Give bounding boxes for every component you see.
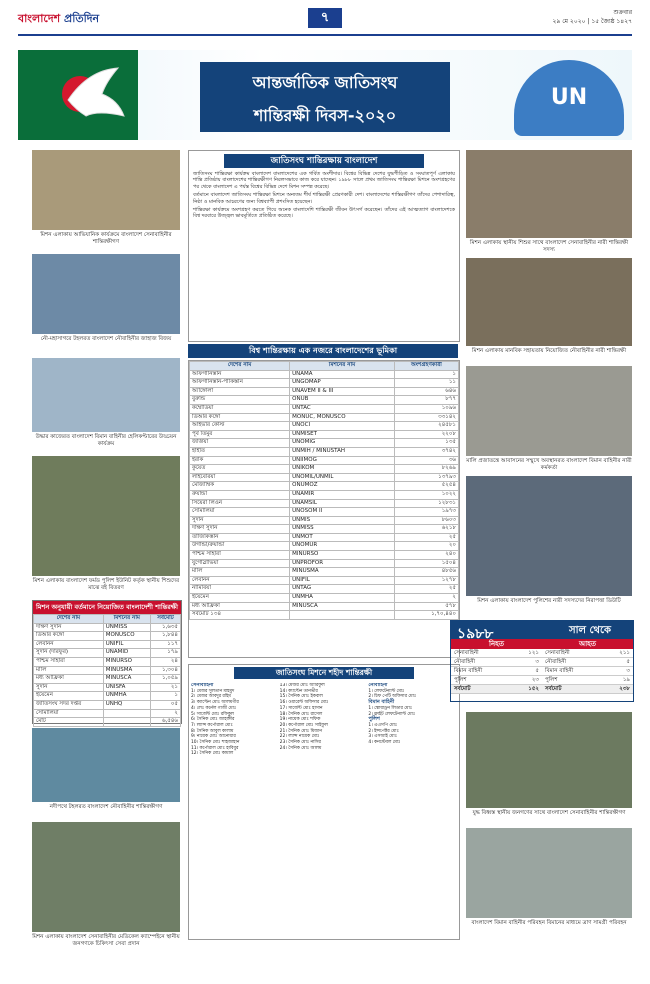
table-row xyxy=(190,499,459,508)
deploy-header-cell: সর্বমোট xyxy=(150,615,180,624)
article-paragraph: জাতিসংঘ শান্তিরক্ষা কার্যক্রম বাংলাদেশ বাংলাদেশের এক গর্বিত অংশীদার। বিশ্বের বিভিন্ন দেশের যুদ্ধপীড়িত ও সংঘাতপূর্ণ এলাকায় শান্তি প্রতিষ্ঠায় বাংলাদেশের শান্তিরক্ষীগণ নিরলসভাবে কাজ করে যাচ্ছেন। ১৯৮৮ সালে প্রথম জাতিসংঘ শান্তিরক্ষা মিশনে অংশগ্রহণের পর থেকে বাংলাদেশ এ পর্যন্ত বিশ্বের বিভিন্ন দেশে মিশন সম্পন্ন করেছে। xyxy=(193,171,455,190)
casualty-heading: নিহত xyxy=(451,639,542,649)
martyr-name: 24। সৈনিক মোঃ আলম xyxy=(279,745,322,751)
table-cell: ১২৮৩১ xyxy=(394,499,458,508)
table-row xyxy=(190,404,459,413)
casualty-label: সেনাবাহিনী xyxy=(454,650,479,656)
table-row xyxy=(190,490,459,499)
table-cell: ২৪ xyxy=(150,657,180,666)
photo-river-patrol xyxy=(32,728,180,802)
table-cell: ২৫ xyxy=(394,533,458,542)
table-cell: ১৩৭৯৩ xyxy=(394,473,458,482)
table-cell: UNHQ xyxy=(103,700,150,709)
table-cell: ১১৭ xyxy=(150,640,180,649)
table-cell: ১০৯৬ xyxy=(394,404,458,413)
table-row xyxy=(34,675,181,684)
table-cell: UNIFIL xyxy=(290,576,395,585)
martyr-category: বিমান বাহিনী xyxy=(368,699,395,706)
table-row xyxy=(34,700,181,709)
table-row xyxy=(190,413,459,422)
table-cell: ২০ xyxy=(394,542,458,551)
martyr-name: 10। সৈনিক মোঃ শাহজাহান xyxy=(191,740,240,746)
table-cell: ১৫০৪ xyxy=(394,559,458,568)
photo-local-people xyxy=(466,712,632,808)
table-cell: ইয়েমেন xyxy=(190,594,290,603)
casualty-heading: আহত xyxy=(542,639,633,649)
table-cell: UNAMIR xyxy=(290,490,395,499)
table-cell: ইরাক xyxy=(190,456,290,465)
table-cell: আফগানিস্তান xyxy=(190,370,290,379)
casualty-value: ২৩ xyxy=(531,677,539,683)
table-cell: দক্ষিণ সুদান xyxy=(34,623,104,632)
table-cell: মালি xyxy=(190,568,290,577)
table-cell: কম্বোডিয়া xyxy=(190,404,290,413)
table-cell: মোজাম্বিক xyxy=(190,482,290,491)
martyr-name: 9। নায়েক মোঃ আনোয়ার xyxy=(191,734,236,740)
role-heading: বিশ্ব শান্তিরক্ষায় এক নজরে বাংলাদেশের ভূমিকা xyxy=(188,344,458,358)
martyr-name: 1। স্কোয়াড্রন লিডার মোঃ xyxy=(368,705,413,711)
role-header-cell: অংশগ্রহণকারী xyxy=(394,362,458,371)
table-row xyxy=(190,585,459,594)
table-cell: ১৯৭৩ xyxy=(394,508,458,517)
casualty-row xyxy=(542,649,633,658)
casualties-header xyxy=(451,621,633,642)
table-cell: ১৭৯ xyxy=(150,649,180,658)
martyr-name: 16। ওয়ারেন্ট অফিসার মোঃ xyxy=(279,700,329,706)
table-row xyxy=(34,623,181,632)
martyr-name: 1। এএসপি মোঃ xyxy=(368,722,398,728)
martyr-name: 4। লেঃ কর্নেল গাজী মোঃ xyxy=(191,705,237,711)
casualty-label: সর্বমোট xyxy=(454,686,471,692)
table-cell: সিয়েরা লিওন xyxy=(190,499,290,508)
table-row xyxy=(34,709,181,718)
header-rule xyxy=(18,34,632,36)
table-row xyxy=(190,465,459,474)
casualty-label: নৌবাহিনী xyxy=(454,659,476,665)
table-cell xyxy=(103,709,150,718)
table-cell: রুয়ান্ডা xyxy=(190,490,290,499)
table-cell: UNOCI xyxy=(290,422,395,431)
casualty-label: পুলিশ xyxy=(454,677,467,683)
martyr-name: 20। কর্পোরাল মোঃ সাইফুল xyxy=(279,722,328,728)
deployment-table xyxy=(32,600,182,724)
table-row xyxy=(190,430,459,439)
table-cell: ৩৩১৪২ xyxy=(394,413,458,422)
table-cell: MONUC, MONUSCO xyxy=(290,413,395,422)
table-row xyxy=(190,473,459,482)
table-cell: UNOMUR xyxy=(290,542,395,551)
since-label: সাল থেকে xyxy=(569,625,611,636)
photo-caption: মিশন এলাকায় বাংলাদেশ ফর্মড পুলিশ ইউনিট কর্তৃক স্থানীয় শিশুদের মাঝে বই বিতরণ xyxy=(32,578,180,591)
martyr-name: 2। ইন্সপেক্টর মোঃ xyxy=(368,728,399,734)
table-row xyxy=(190,516,459,525)
table-cell: ৫২৫৪ xyxy=(394,482,458,491)
table-cell: ১,৮৪৪ xyxy=(150,632,180,641)
casualties-box xyxy=(450,620,634,702)
photo-helicopter xyxy=(32,358,180,432)
table-cell: সর্বমোট ১৩৪ xyxy=(190,611,290,620)
table-cell: ডিআর কঙ্গো xyxy=(190,413,290,422)
table-cell: তাজিকিস্তান xyxy=(190,533,290,542)
table-cell: UNISFA xyxy=(103,683,150,692)
martyr-name: 11। কর্পোরাল মোঃ হাবিবুর xyxy=(191,745,239,751)
martyr-name: 15। সৈনিক মোঃ ইকবাল xyxy=(279,694,323,700)
martyr-name: 2। ফ্লাইট লেফটেন্যান্ট মোঃ xyxy=(368,711,416,717)
table-cell: MINURSO xyxy=(290,551,395,560)
table-cell: UNMISS xyxy=(290,525,395,534)
table-cell: বুরুন্ডি xyxy=(190,396,290,405)
casualty-value: ১২১ xyxy=(528,650,539,656)
table-cell: ৪৮৫৬ xyxy=(394,568,458,577)
table-cell: UNMIH / MINUSTAH xyxy=(290,447,395,456)
table-cell: সোমালিয়া xyxy=(34,709,104,718)
table-cell: লাইবেরিয়া xyxy=(190,473,290,482)
martyr-name: 1। লেফটেন্যান্ট মোঃ xyxy=(368,688,405,694)
photo-police-women xyxy=(466,476,632,596)
table-cell: UNMOT xyxy=(290,533,395,542)
photo-caption: উদ্ধার কাজেরত বাংলাদেশ বিমান বাহিনীর হেলিকপ্টারের উড্ডয়ন কার্যক্রম xyxy=(35,434,177,447)
role-grid xyxy=(189,361,459,620)
table-row xyxy=(190,576,459,585)
table-row xyxy=(190,387,459,396)
role-header-cell: মিশনের নাম xyxy=(290,362,395,371)
casualty-value: ৫ xyxy=(535,668,539,674)
table-row xyxy=(190,568,459,577)
table-cell: UNAMID xyxy=(103,649,150,658)
table-cell: ৩৬ xyxy=(394,456,458,465)
wounded-table xyxy=(542,639,633,694)
casualty-row xyxy=(451,685,542,694)
article-heading: জাতিসংঘ শান্তিরক্ষায় বাংলাদেশ xyxy=(224,154,424,168)
page-number: ৭ xyxy=(308,8,342,28)
photo-caption: নদীপথে টহলরত বাংলাদেশ নৌবাহিনীর শান্তিরক্ষীগণ xyxy=(49,804,163,810)
table-row xyxy=(34,718,181,727)
casualty-label: বিমান বাহিনী xyxy=(454,668,483,674)
page-header xyxy=(18,8,632,34)
table-cell: ৬৪৬ xyxy=(394,387,458,396)
table-cell: ONUB xyxy=(290,396,395,405)
table-cell: ২৪০ xyxy=(394,551,458,560)
table-row xyxy=(190,551,459,560)
martyr-name: 6। সৈনিক মোঃ জাহাঙ্গীর xyxy=(191,717,235,723)
martyr-category: পুলিশ xyxy=(368,716,380,723)
table-cell: UNIFIL xyxy=(103,640,150,649)
martyr-name: 3। ক্যাপ্টেন মোঃ আলমগীর xyxy=(191,700,239,706)
table-cell: UNTAG xyxy=(290,585,395,594)
table-cell: ২ xyxy=(394,594,458,603)
martyr-name: 4। কনস্টেবল মোঃ xyxy=(368,740,401,746)
table-cell: UNAMA xyxy=(290,370,395,379)
martyr-name: 13। মেজর মোঃ আরিফুল xyxy=(279,683,325,688)
banner xyxy=(18,50,632,140)
table-cell: UNOSOM II xyxy=(290,508,395,517)
un-helmet: UN xyxy=(514,60,624,136)
table-cell: ডিআর কঙ্গো xyxy=(34,632,104,641)
photo-medical-camp xyxy=(32,822,180,932)
table-cell xyxy=(290,611,395,620)
banner-title: আন্তর্জাতিক জাতিসংঘ শান্তিরক্ষী দিবস-২০২০ xyxy=(200,62,450,132)
killed-table xyxy=(451,639,542,694)
table-cell: পশ্চিম সাহারা xyxy=(34,657,104,666)
table-row xyxy=(34,666,181,675)
table-cell: ONUMOZ xyxy=(290,482,395,491)
table-cell: UNIIMOG xyxy=(290,456,395,465)
table-cell: MONUSCO xyxy=(103,632,150,641)
photo-caption: যুদ্ধ বিধ্বস্ত স্থানীয় জনগণের সাথে বাংলাদেশ সেনাবাহিনীর শান্তিরক্ষীগণ xyxy=(472,810,626,816)
table-cell: ১ xyxy=(394,370,458,379)
article xyxy=(188,150,460,342)
table-cell: ২১ xyxy=(150,683,180,692)
martyr-category: নৌবাহিনী xyxy=(368,683,388,688)
table-cell: UNMISET xyxy=(290,430,395,439)
martyr-name: 23। সৈনিক মোঃ নাসির xyxy=(279,740,321,746)
table-row xyxy=(190,439,459,448)
table-row xyxy=(34,632,181,641)
deploy-header-cell: দেশের নাম xyxy=(34,615,104,624)
casualty-value: ৫ xyxy=(626,659,630,665)
table-cell: আফগানিস্তান-পাকিস্তান xyxy=(190,379,290,388)
table-cell: মধ্য আফ্রিকা xyxy=(34,675,104,684)
martyrs-heading: জাতিসংঘ মিশনে শহীদ শান্তিরক্ষী xyxy=(234,667,414,679)
table-row xyxy=(190,422,459,431)
masthead: বাংলাদেশ প্রতিদিন xyxy=(18,12,100,25)
casualty-label: সেনাবাহিনী xyxy=(545,650,570,656)
table-cell: ১,০৫৯ xyxy=(150,675,180,684)
casualty-row xyxy=(542,667,633,676)
table-cell: UNOMIG xyxy=(290,439,395,448)
table-cell: ৮৬০৩ xyxy=(394,516,458,525)
table-cell: UNMIS xyxy=(290,516,395,525)
martyr-name: 19। নায়েক মোঃ শফিক xyxy=(279,717,321,723)
table-cell: UNMISS xyxy=(103,623,150,632)
casualty-row xyxy=(542,685,633,694)
table-cell: ১০২২ xyxy=(394,490,458,499)
table-cell: দক্ষিণ সুদান xyxy=(190,525,290,534)
table-cell: UNOMIL/UNMIL xyxy=(290,473,395,482)
deploy-header-cell: মিশনের নাম xyxy=(103,615,150,624)
table-cell: সুদান xyxy=(34,683,104,692)
table-cell: জর্জিয়া xyxy=(190,439,290,448)
table-cell: কুয়েত xyxy=(190,465,290,474)
role-header-cell: দেশের নাম xyxy=(190,362,290,371)
table-cell: সোমালিয়া xyxy=(190,508,290,517)
martyr-name: 18। সৈনিক মোঃ রাসেল xyxy=(279,711,323,717)
dove-icon xyxy=(58,60,130,130)
martyr-name: 1। মেজর সুলতান মাহমুদ xyxy=(191,688,235,694)
casualty-row xyxy=(451,658,542,667)
table-row xyxy=(190,525,459,534)
table-cell: UNGOMAP xyxy=(290,379,395,388)
table-cell: ২ xyxy=(150,709,180,718)
photo-caption: মিশন এলাকায় বাংলাদেশ পুলিশের নারী সদস্যদের নিরাপত্তা ডিউটি xyxy=(477,598,621,604)
photo-transport-plane xyxy=(466,828,632,918)
photo-caption: নৌ-মহাসাগরে টহলরত বাংলাদেশ নৌবাহিনীর জাহাজ বিজয় xyxy=(40,336,172,342)
martyr-name: 21। সৈনিক মোঃ মিজান xyxy=(279,728,322,734)
table-cell xyxy=(103,718,150,727)
table-cell: হাইতি xyxy=(190,447,290,456)
table-row xyxy=(34,649,181,658)
table-cell: সুদান (দারফুর) xyxy=(34,649,104,658)
table-cell: নামিবিয়া xyxy=(190,585,290,594)
casualty-label: নৌবাহিনী xyxy=(545,659,567,665)
photo-navy-ship xyxy=(32,254,180,334)
martyr-name: 14। ক্যাপ্টেন তানভীর xyxy=(279,688,318,694)
table-cell: MINUSMA xyxy=(103,666,150,675)
martyr-name: 5। সার্জেন্ট মোঃ রফিকুল xyxy=(191,711,234,717)
table-row xyxy=(190,611,459,620)
table-cell: লেবানন xyxy=(34,640,104,649)
table-cell: ১৩৫ xyxy=(394,439,458,448)
table-cell: ২৪৫৮১ xyxy=(394,422,458,431)
casualty-row xyxy=(451,667,542,676)
casualty-label: সর্বমোট xyxy=(545,686,562,692)
photo-navy-women xyxy=(466,258,632,346)
table-row xyxy=(190,508,459,517)
table-row xyxy=(190,456,459,465)
martyr-name: 22। ল্যান্স নায়েক মোঃ xyxy=(279,734,320,740)
casualty-row xyxy=(451,649,542,658)
table-row xyxy=(190,447,459,456)
role-table xyxy=(188,360,460,658)
table-row xyxy=(190,559,459,568)
casualty-row xyxy=(542,658,633,667)
table-cell: ১,৬৩৫ xyxy=(150,623,180,632)
table-cell: ২২০৮ xyxy=(394,430,458,439)
table-cell: MINUSMA xyxy=(290,568,395,577)
photo-woman-child xyxy=(466,150,632,238)
table-cell: ০৫ xyxy=(150,700,180,709)
table-cell: UNTAC xyxy=(290,404,395,413)
martyr-name: 2। চিফ পেটি অফিসার মোঃ xyxy=(368,694,417,700)
table-cell: লেবানন xyxy=(190,576,290,585)
table-row xyxy=(190,602,459,611)
table-cell: UNMHA xyxy=(103,692,150,701)
photo-caption: মিশন এলাকায় বাংলাদেশ সেনাবাহিনীর মেডিকেল ক্যাম্পেইনে স্থানীয় জনগণকে চিকিৎসা সেবা প্রদান xyxy=(32,934,180,947)
table-cell: পশ্চিম সাহারা xyxy=(190,551,290,560)
table-cell: ৬,৫৪৬ xyxy=(150,718,180,727)
table-cell: UNIKOM xyxy=(290,465,395,474)
table-cell: UNAMSIL xyxy=(290,499,395,508)
martyrs-col-army xyxy=(191,683,280,757)
table-cell: আইভরি কোস্ট xyxy=(190,422,290,431)
table-row xyxy=(190,533,459,542)
deployment-grid xyxy=(33,614,181,727)
table-cell: ১১ xyxy=(394,379,458,388)
table-cell: ইয়েমেন xyxy=(34,692,104,701)
since-year: ১৯৮৮ xyxy=(457,626,494,642)
table-row xyxy=(190,482,459,491)
table-cell: ৮৭৭ xyxy=(394,396,458,405)
table-cell: MINURSO xyxy=(103,657,150,666)
photo-caption: বাংলাদেশ বিমান বাহিনীর পরিবহন বিমানের মাধ্যমে ত্রাণ সামগ্রী পরিবহন xyxy=(471,920,627,926)
table-cell: মধ্য আফ্রিকা xyxy=(190,602,290,611)
photo-airforce-women xyxy=(466,366,632,456)
table-row xyxy=(34,657,181,666)
martyr-name: 12। সৈনিক মোঃ কামাল xyxy=(191,751,234,757)
table-row xyxy=(190,379,459,388)
martyr-category: সেনাবাহিনী xyxy=(191,683,214,688)
table-cell: UNAVEM II & III xyxy=(290,387,395,396)
table-cell: মালি xyxy=(34,666,104,675)
table-cell: ১,৭০,৪৪০ xyxy=(394,611,458,620)
martyr-name: 7। ল্যান্স কর্পোরাল মোঃ xyxy=(191,722,233,728)
casualty-label: পুলিশ xyxy=(545,677,558,683)
table-cell: জাতিসংঘ সদর দপ্তর xyxy=(34,700,104,709)
table-row xyxy=(190,542,459,551)
photo-caption: মিশন এলাকায় মানবিক সহায়তায় নিয়োজিত নৌবাহিনীর নারী শান্তিরক্ষী xyxy=(471,348,627,354)
casualty-value: ১৫২ xyxy=(528,686,539,692)
photo-caption: মালি প্রজাতন্ত্রে আবাসনের সম্মুখে অবস্থানরত বাংলাদেশ বিমান বাহিনীর নারী কর্মকর্তা xyxy=(466,458,632,471)
table-cell: MINUSCA xyxy=(103,675,150,684)
issue-date: শুক্রবার ২৯ মে ২০২০ | ১৫ জ্যৈষ্ঠ ১৪২৭ xyxy=(552,9,632,25)
table-row xyxy=(34,640,181,649)
table-cell: অ্যাঙ্গোলা xyxy=(190,387,290,396)
table-cell: যুগোস্লাভিয়া xyxy=(190,559,290,568)
casualty-value: ২৩৮ xyxy=(619,686,630,692)
casualty-row xyxy=(542,676,633,685)
martyrs-section xyxy=(188,664,460,940)
photo-caption: মিশন এলাকায় স্থানীয় শিশুর সাথে বাংলাদেশ সেনাবাহিনীর নারী শান্তিরক্ষী সদস্য xyxy=(469,240,629,253)
table-cell: MINUSCA xyxy=(290,602,395,611)
table-cell: UNMHA xyxy=(290,594,395,603)
casualty-label: বিমান বাহিনী xyxy=(545,668,574,674)
table-cell: ৩৭৪২ xyxy=(394,447,458,456)
casualty-value: ৩ xyxy=(626,668,630,674)
table-row xyxy=(34,683,181,692)
table-cell: ৬২১৮ xyxy=(394,525,458,534)
table-cell: ৮২৬৯ xyxy=(394,465,458,474)
photo-armored-vehicle xyxy=(32,150,180,230)
article-paragraph: বর্তমানে বাংলাদেশ জাতিসংঘ শান্তিরক্ষা মিশনে অন্যতম শীর্ষ শান্তিরক্ষী প্রেরণকারী দেশ। বাংলাদেশের শান্তিরক্ষীগণ তাঁদের পেশাদারিত্ব, নিষ্ঠা ও মানবিক আচরণের জন্য বিশ্বব্যাপী প্রশংসিত হয়েছেন। xyxy=(193,192,455,205)
casualty-value: ১৯ xyxy=(622,677,630,683)
table-cell: পূর্ব তিমুর xyxy=(190,430,290,439)
table-cell: সুদান xyxy=(190,516,290,525)
casualty-value: ২১১ xyxy=(619,650,630,656)
martyrs-col-others xyxy=(368,683,457,757)
martyr-name: 8। সৈনিক আবুল কালাম xyxy=(191,728,234,734)
table-cell: ১ xyxy=(150,692,180,701)
table-cell: ১,৩০৪ xyxy=(150,666,180,675)
table-row xyxy=(190,396,459,405)
martyrs-col-army2 xyxy=(280,683,369,757)
deployment-heading: মিশন অনুযায়ী বর্তমানে নিয়োজিত বাংলাদেশী শান্তিরক্ষী xyxy=(33,601,181,614)
table-row xyxy=(34,692,181,701)
casualty-value: ৩ xyxy=(535,659,539,665)
photo-caption: মিশন এলাকায় আভিযানিক কার্যক্রমে বাংলাদেশ সেনাবাহিনীর শান্তিরক্ষীগণ xyxy=(40,232,172,245)
table-row xyxy=(190,370,459,379)
martyr-name: 3। এসআই মোঃ xyxy=(368,734,397,740)
martyr-name: 2। মেজর আবদুর রহিম xyxy=(191,694,231,700)
table-cell: UNPROFOR xyxy=(290,559,395,568)
table-row xyxy=(190,594,459,603)
table-cell: ২৫ xyxy=(394,585,458,594)
table-cell: মোট xyxy=(34,718,104,727)
table-cell: উগান্ডা/রুয়ান্ডা xyxy=(190,542,290,551)
table-cell: ১২৭৮ xyxy=(394,576,458,585)
martyr-name: 17। সার্জেন্ট মোঃ হাসান xyxy=(279,705,323,711)
casualty-row xyxy=(451,676,542,685)
table-cell: ৫৭৮ xyxy=(394,602,458,611)
article-paragraph: শান্তিরক্ষা কার্যক্রমে অংশগ্রহণ করতে গিয়ে অনেক বাংলাদেশি শান্তিরক্ষী জীবন উৎসর্গ করেছেন। তাঁদের এই আত্মত্যাগ বাংলাদেশকে বিশ্ব দরবারে উজ্জ্বল ভাবমূর্তিতে প্রতিষ্ঠিত করেছে। xyxy=(193,207,455,220)
photo-police-children xyxy=(32,456,180,576)
